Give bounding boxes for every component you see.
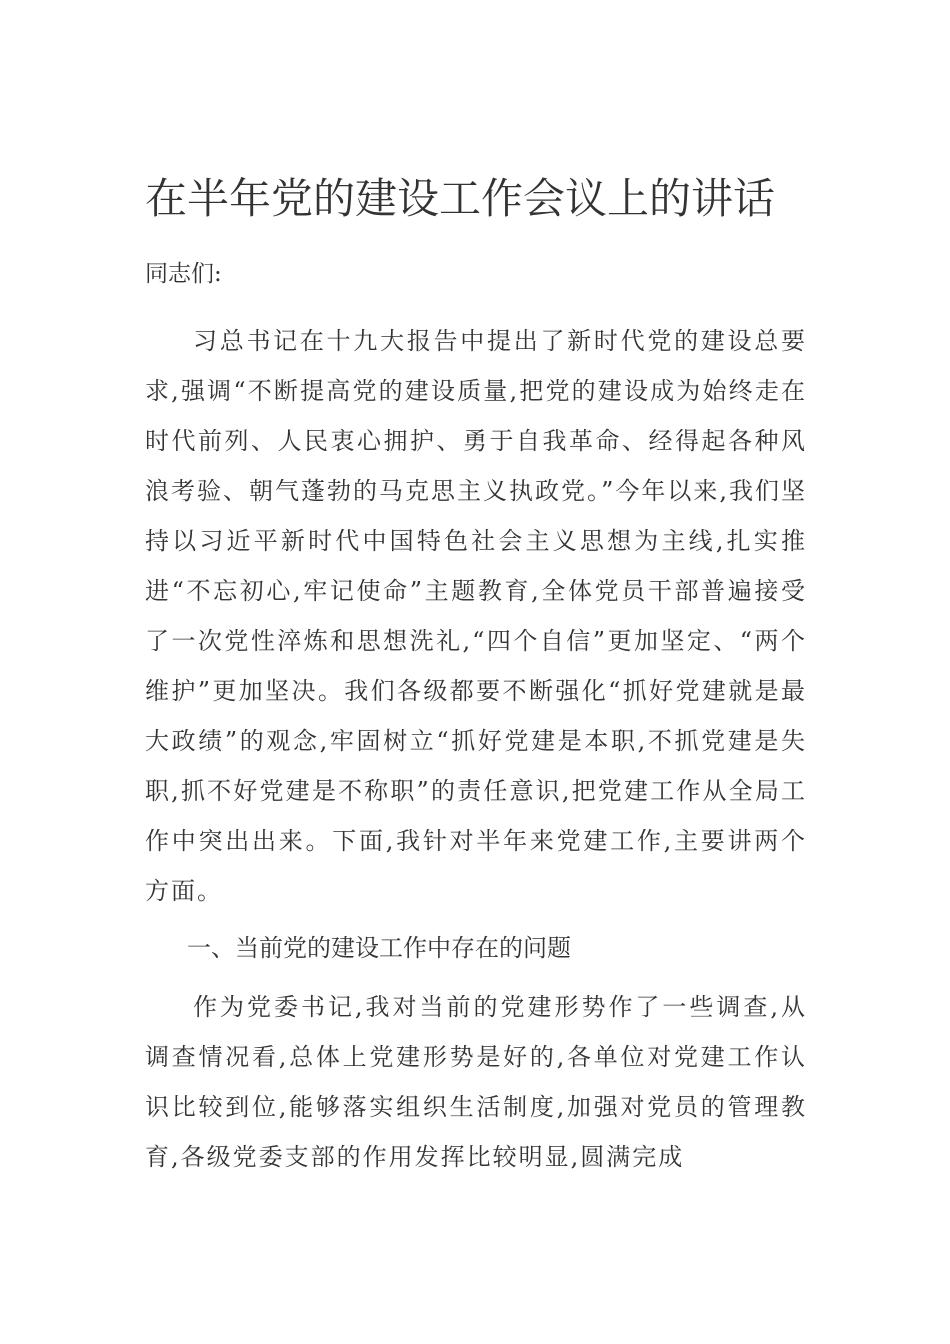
intro-paragraph: 习总书记在十九大报告中提出了新时代党的建设总要求,强调“不断提高党的建设质量,把党的建设成为始终走在时代前列、人民衷心拥护、勇于自我革命、经得起各种风浪考验、朝气蓬勃的马克思主义执政党。”今年以来,我们坚持以习近平新时代中国特色社会主义思想为主线,扎实推进“不忘初心,牢记使命”主题教育,全体党员干部普遍接受了一次党性淬炼和思想洗礼,“四个自信”更加坚定、“两个维护”更加坚决。我们各级都要不断强化“抓好党建就是最大政绩”的观念,牢固树立“抓好党建是本职,不抓党建是失职,抓不好党建是不称职”的责任意识,把党建工作从全局工作中突出出来。下面,我针对半年来党建工作,主要讲两个方面。 [145, 327, 807, 905]
section-paragraph: 作为党委书记,我对当前的党建形势作了一些调查,从调查情况看,总体上党建形势是好的,各单位对党建工作认识比较到位,能够落实组织生活制度,加强对党员的管理教育,各级党委支部的作用发挥比较明显,圆满完成 [145, 993, 807, 1171]
section-heading: 一、当前党的建设工作中存在的问题 [187, 934, 571, 962]
document-body [145, 168, 807, 1182]
salutation: 同志们: [145, 261, 222, 287]
document-title: 在半年党的建设工作会议上的讲话 [145, 174, 776, 223]
